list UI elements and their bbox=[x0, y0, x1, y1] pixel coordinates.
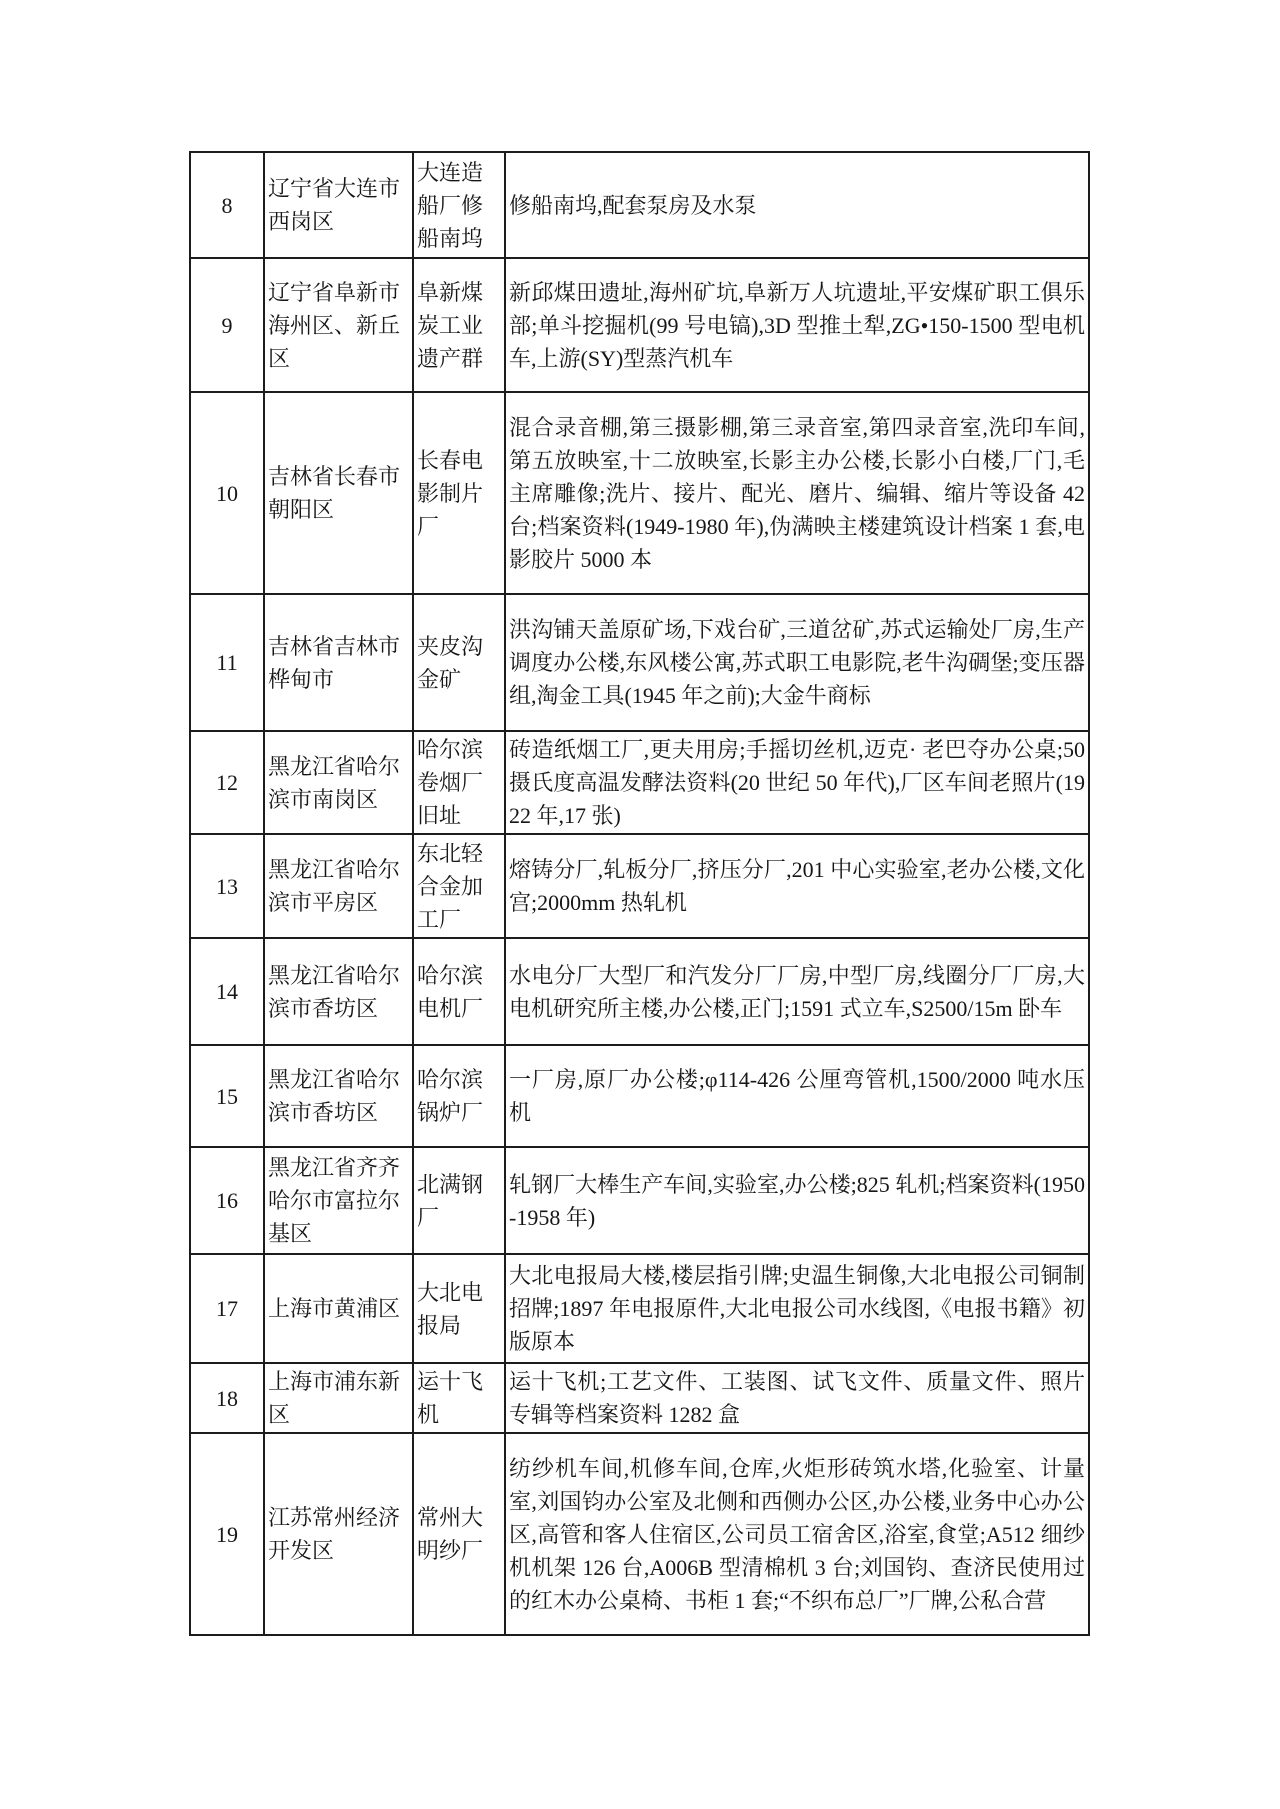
items-cell: 混合录音棚,第三摄影棚,第三录音室,第四录音室,洗印车间,第五放映室,十二放映室,长影主办公楼,长影小白楼,厂门,毛主席雕像;洗片、接片、配光、磨片、编辑、缩片等设备 42 台;档案资料(1949-1980 年),伪满映主楼建筑设计档案 1 套,电影胶片 5000 本 bbox=[505, 392, 1089, 594]
location-cell: 吉林省吉林市桦甸市 bbox=[264, 594, 413, 731]
site-name-cell: 哈尔滨卷烟厂旧址 bbox=[413, 731, 505, 834]
location-cell: 黑龙江省哈尔滨市南岗区 bbox=[264, 731, 413, 834]
site-name-cell: 常州大明纱厂 bbox=[413, 1433, 505, 1635]
row-number-cell: 18 bbox=[190, 1363, 264, 1433]
site-name-cell: 大北电报局 bbox=[413, 1254, 505, 1363]
row-number-cell: 19 bbox=[190, 1433, 264, 1635]
table-row bbox=[190, 834, 1089, 938]
site-name-cell: 哈尔滨电机厂 bbox=[413, 938, 505, 1045]
location-cell: 黑龙江省齐齐哈尔市富拉尔基区 bbox=[264, 1147, 413, 1254]
location-cell: 黑龙江省哈尔滨市平房区 bbox=[264, 834, 413, 938]
row-number-cell: 9 bbox=[190, 258, 264, 392]
table-row bbox=[190, 1045, 1089, 1147]
site-name-cell: 夹皮沟金矿 bbox=[413, 594, 505, 731]
row-number-cell: 8 bbox=[190, 152, 264, 258]
items-cell: 一厂房,原厂办公楼;φ114-426 公厘弯管机,1500/2000 吨水压机 bbox=[505, 1045, 1089, 1147]
table-row bbox=[190, 258, 1089, 392]
site-name-cell: 北满钢厂 bbox=[413, 1147, 505, 1254]
items-cell: 熔铸分厂,轧板分厂,挤压分厂,201 中心实验室,老办公楼,文化宫;2000mm 热轧机 bbox=[505, 834, 1089, 938]
table-row bbox=[190, 1254, 1089, 1363]
row-number-cell: 17 bbox=[190, 1254, 264, 1363]
table-row bbox=[190, 1147, 1089, 1254]
items-cell: 砖造纸烟工厂,更夫用房;手摇切丝机,迈克· 老巴夺办公桌;50 摄氏度高温发酵法资料(20 世纪 50 年代),厂区车间老照片(1922 年,17 张) bbox=[505, 731, 1089, 834]
location-cell: 辽宁省大连市西岗区 bbox=[264, 152, 413, 258]
row-number-cell: 12 bbox=[190, 731, 264, 834]
location-cell: 上海市浦东新区 bbox=[264, 1363, 413, 1433]
location-cell: 吉林省长春市朝阳区 bbox=[264, 392, 413, 594]
location-cell: 辽宁省阜新市海州区、新丘区 bbox=[264, 258, 413, 392]
site-name-cell: 长春电影制片厂 bbox=[413, 392, 505, 594]
table-row bbox=[190, 731, 1089, 834]
items-cell: 水电分厂大型厂和汽发分厂厂房,中型厂房,线圈分厂厂房,大电机研究所主楼,办公楼,正门;1591 式立车,S2500/15m 卧车 bbox=[505, 938, 1089, 1045]
location-cell: 上海市黄浦区 bbox=[264, 1254, 413, 1363]
items-cell: 纺纱机车间,机修车间,仓库,火炬形砖筑水塔,化验室、计量室,刘国钧办公室及北侧和西侧办公区,办公楼,业务中心办公区,高管和客人住宿区,公司员工宿舍区,浴室,食堂;A512 细纱机机架 126 台,A006B 型清棉机 3 台;刘国钧、查济民使用过的红木办公桌椅、书柜 1 套;“不织布总厂”厂牌,公私合营 bbox=[505, 1433, 1089, 1635]
items-cell: 修船南坞,配套泵房及水泵 bbox=[505, 152, 1089, 258]
location-cell: 江苏常州经济开发区 bbox=[264, 1433, 413, 1635]
location-cell: 黑龙江省哈尔滨市香坊区 bbox=[264, 938, 413, 1045]
row-number-cell: 15 bbox=[190, 1045, 264, 1147]
items-cell: 新邱煤田遗址,海州矿坑,阜新万人坑遗址,平安煤矿职工俱乐部;单斗挖掘机(99 号电镐),3D 型推土犁,ZG•150-1500 型电机车,上游(SY)型蒸汽机车 bbox=[505, 258, 1089, 392]
items-cell: 运十飞机;工艺文件、工装图、试飞文件、质量文件、照片专辑等档案资料 1282 盒 bbox=[505, 1363, 1089, 1433]
table-row bbox=[190, 1363, 1089, 1433]
table-row bbox=[190, 152, 1089, 258]
row-number-cell: 13 bbox=[190, 834, 264, 938]
site-name-cell: 大连造船厂修船南坞 bbox=[413, 152, 505, 258]
location-cell: 黑龙江省哈尔滨市香坊区 bbox=[264, 1045, 413, 1147]
row-number-cell: 10 bbox=[190, 392, 264, 594]
site-name-cell: 运十飞机 bbox=[413, 1363, 505, 1433]
row-number-cell: 11 bbox=[190, 594, 264, 731]
row-number-cell: 16 bbox=[190, 1147, 264, 1254]
table-row bbox=[190, 1433, 1089, 1635]
site-name-cell: 阜新煤炭工业遗产群 bbox=[413, 258, 505, 392]
site-name-cell: 哈尔滨锅炉厂 bbox=[413, 1045, 505, 1147]
table-row bbox=[190, 938, 1089, 1045]
items-cell: 大北电报局大楼,楼层指引牌;史温生铜像,大北电报公司铜制招牌;1897 年电报原件,大北电报公司水线图,《电报书籍》初版原本 bbox=[505, 1254, 1089, 1363]
table-row bbox=[190, 594, 1089, 731]
site-name-cell: 东北轻合金加工厂 bbox=[413, 834, 505, 938]
heritage-sites-table bbox=[189, 151, 1090, 1636]
table-row bbox=[190, 392, 1089, 594]
row-number-cell: 14 bbox=[190, 938, 264, 1045]
items-cell: 洪沟铺天盖原矿场,下戏台矿,三道岔矿,苏式运输处厂房,生产调度办公楼,东风楼公寓,苏式职工电影院,老牛沟碉堡;变压器组,淘金工具(1945 年之前);大金牛商标 bbox=[505, 594, 1089, 731]
items-cell: 轧钢厂大棒生产车间,实验室,办公楼;825 轧机;档案资料(1950-1958 年) bbox=[505, 1147, 1089, 1254]
heritage-sites-table-body bbox=[190, 152, 1089, 1635]
